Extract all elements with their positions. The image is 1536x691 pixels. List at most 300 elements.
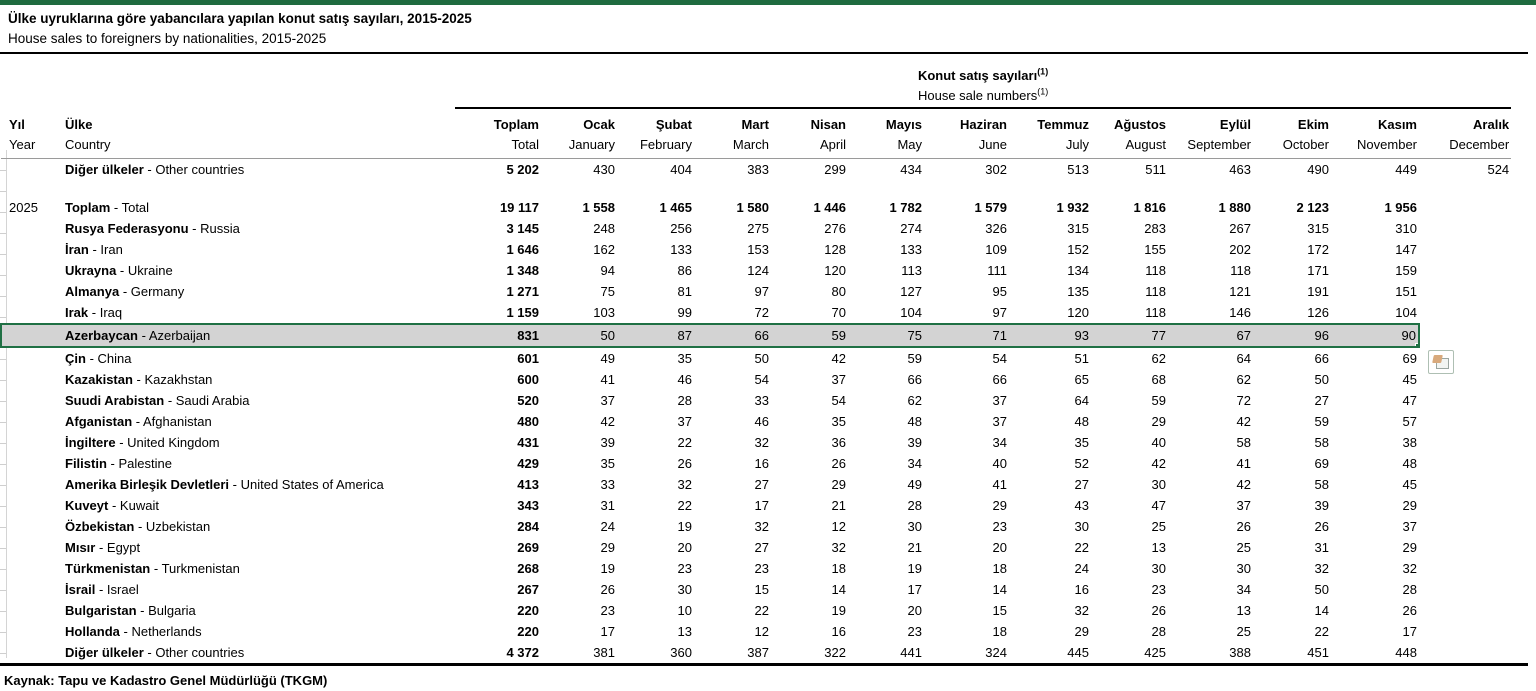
cell-may[interactable]: 62 (907, 393, 922, 408)
cell-march[interactable]: 23 (754, 561, 769, 576)
cell-october[interactable]: 451 (1307, 645, 1329, 660)
cell-total[interactable]: 413 (517, 477, 539, 492)
cell-december[interactable] (1419, 453, 1511, 474)
cell-august[interactable]: 118 (1145, 305, 1166, 320)
cell-september[interactable]: 121 (1229, 284, 1251, 299)
cell-february[interactable]: 22 (677, 498, 692, 513)
cell-november[interactable]: 45 (1402, 372, 1417, 387)
cell-november[interactable]: 90 (1331, 324, 1419, 347)
cell-october[interactable]: 58 (1314, 435, 1329, 450)
cell-october[interactable]: 2 123 (1296, 200, 1329, 215)
col-header-april[interactable]: Nisan April (771, 108, 848, 159)
cell-september[interactable]: 34 (1236, 582, 1251, 597)
cell-country[interactable]: Filistin - Palestine (65, 456, 172, 471)
cell-total[interactable]: 269 (517, 540, 539, 555)
group-header-cell[interactable] (455, 54, 1511, 108)
cell-september[interactable]: 13 (1236, 603, 1251, 618)
cell-august[interactable]: 30 (1151, 561, 1166, 576)
cell-august[interactable]: 47 (1151, 498, 1166, 513)
cell-january[interactable]: 41 (600, 372, 615, 387)
cell-december[interactable] (1419, 281, 1511, 302)
cell-july[interactable]: 135 (1067, 284, 1089, 299)
cell-november[interactable]: 26 (1402, 603, 1417, 618)
col-header-february[interactable]: Şubat February (617, 108, 694, 159)
cell-december[interactable] (1419, 600, 1511, 621)
cell-september[interactable]: 37 (1236, 498, 1251, 513)
cell-total[interactable]: 19 117 (499, 200, 539, 215)
cell-august[interactable]: 283 (1144, 221, 1166, 236)
cell-may[interactable]: 113 (901, 263, 922, 278)
cell-total[interactable]: 601 (517, 351, 539, 366)
cell-november[interactable]: 1 956 (1384, 200, 1417, 215)
cell-december[interactable] (1419, 302, 1511, 324)
cell-march[interactable]: 1 580 (736, 200, 769, 215)
col-header-september[interactable]: Eylül September (1168, 108, 1253, 159)
cell-year[interactable] (1, 369, 57, 390)
cell-october[interactable]: 171 (1307, 263, 1329, 278)
cell-september[interactable]: 58 (1236, 435, 1251, 450)
cell-october[interactable]: 69 (1314, 456, 1329, 471)
cell-july[interactable]: 29 (1074, 624, 1089, 639)
cell-january[interactable]: 17 (600, 624, 615, 639)
cell-december[interactable] (1419, 474, 1511, 495)
cell-january[interactable]: 26 (600, 582, 615, 597)
cell-total[interactable]: 267 (517, 582, 539, 597)
cell-country[interactable]: Afganistan - Afghanistan (65, 414, 212, 429)
cell-may[interactable]: 23 (907, 624, 922, 639)
cell-july[interactable]: 43 (1074, 498, 1089, 513)
cell-february[interactable]: 133 (670, 242, 692, 257)
cell-january[interactable]: 39 (600, 435, 615, 450)
cell-october[interactable]: 66 (1314, 351, 1329, 366)
cell-july[interactable]: 134 (1067, 263, 1089, 278)
cell-country[interactable]: İran - Iran (65, 242, 123, 257)
cell-june[interactable]: 97 (992, 305, 1007, 320)
cell-august[interactable]: 40 (1151, 435, 1166, 450)
cell-june[interactable]: 37 (992, 414, 1007, 429)
cell-year[interactable] (1, 495, 57, 516)
cell-country[interactable]: Türkmenistan - Turkmenistan (65, 561, 240, 576)
col-header-march[interactable]: Mart March (694, 108, 771, 159)
cell-march[interactable]: 27 (754, 540, 769, 555)
cell-november[interactable]: 32 (1402, 561, 1417, 576)
cell-june[interactable]: 34 (992, 435, 1007, 450)
cell-march[interactable]: 33 (754, 393, 769, 408)
cell-february[interactable]: 28 (677, 393, 692, 408)
cell-september[interactable]: 463 (1229, 162, 1251, 177)
cell-september[interactable]: 25 (1236, 540, 1251, 555)
cell-january[interactable]: 33 (600, 477, 615, 492)
cell-may[interactable]: 66 (907, 372, 922, 387)
cell-december[interactable] (1419, 239, 1511, 260)
cell-year[interactable] (1, 411, 57, 432)
cell-june[interactable]: 302 (985, 162, 1007, 177)
cell-march[interactable]: 387 (747, 645, 769, 660)
cell-june[interactable]: 95 (992, 284, 1007, 299)
cell-june[interactable]: 71 (924, 324, 1009, 347)
cell-country[interactable]: Diğer ülkeler - Other countries (65, 162, 245, 177)
cell-april[interactable]: 322 (824, 645, 846, 660)
cell-december[interactable] (1419, 516, 1511, 537)
col-header-may[interactable]: Mayıs May (848, 108, 924, 159)
cell-december[interactable] (1419, 197, 1511, 218)
cell-march[interactable]: 275 (747, 221, 769, 236)
cell-november[interactable]: 104 (1395, 305, 1417, 320)
cell-april[interactable]: 128 (824, 242, 846, 257)
cell-july[interactable]: 27 (1074, 477, 1089, 492)
cell-country[interactable]: Almanya - Germany (65, 284, 185, 299)
cell-march[interactable]: 66 (694, 324, 771, 347)
cell-total[interactable]: 220 (517, 603, 539, 618)
cell-november[interactable]: 48 (1402, 456, 1417, 471)
cell-february[interactable]: 32 (677, 477, 692, 492)
cell-april[interactable]: 54 (831, 393, 846, 408)
cell-july[interactable]: 315 (1067, 221, 1089, 236)
cell-february[interactable]: 46 (677, 372, 692, 387)
cell-february[interactable]: 1 465 (659, 200, 692, 215)
cell-november[interactable]: 29 (1402, 498, 1417, 513)
cell-august[interactable]: 25 (1151, 519, 1166, 534)
cell-november[interactable]: 28 (1402, 582, 1417, 597)
cell-february[interactable]: 35 (677, 351, 692, 366)
cell-june[interactable]: 326 (985, 221, 1007, 236)
cell-march[interactable]: 27 (754, 477, 769, 492)
cell-october[interactable]: 126 (1307, 305, 1329, 320)
cell-august[interactable]: 13 (1151, 540, 1166, 555)
cell-april[interactable]: 14 (831, 582, 846, 597)
cell-august[interactable]: 155 (1144, 242, 1166, 257)
cell-april[interactable]: 18 (831, 561, 846, 576)
cell-april[interactable]: 276 (824, 221, 846, 236)
cell-june[interactable]: 66 (992, 372, 1007, 387)
cell-september[interactable]: 67 (1168, 324, 1253, 347)
cell-july[interactable]: 22 (1074, 540, 1089, 555)
cell-year[interactable] (1, 474, 57, 495)
col-header-june[interactable]: Haziran June (924, 108, 1009, 159)
cell-september[interactable]: 118 (1230, 263, 1251, 278)
cell-may[interactable]: 434 (900, 162, 922, 177)
cell-march[interactable]: 153 (747, 242, 769, 257)
cell-july[interactable]: 32 (1074, 603, 1089, 618)
cell-february[interactable]: 37 (677, 414, 692, 429)
cell-december[interactable] (1419, 324, 1511, 347)
cell-september[interactable]: 26 (1236, 519, 1251, 534)
cell-november[interactable]: 159 (1395, 263, 1417, 278)
cell-june[interactable]: 111 (987, 263, 1007, 278)
cell-october[interactable]: 315 (1307, 221, 1329, 236)
cell-total[interactable]: 3 145 (506, 221, 539, 236)
cell-september[interactable]: 62 (1236, 372, 1251, 387)
cell-total[interactable]: 1 159 (506, 305, 539, 320)
cell-april[interactable]: 70 (831, 305, 846, 320)
cell-january[interactable]: 42 (600, 414, 615, 429)
cell-june[interactable]: 29 (992, 498, 1007, 513)
cell-country[interactable]: İsrail - Israel (65, 582, 139, 597)
cell-year[interactable] (1, 239, 57, 260)
cell-september[interactable]: 388 (1229, 645, 1251, 660)
cell-april[interactable]: 1 446 (813, 200, 846, 215)
cell-year[interactable] (1, 516, 57, 537)
cell-october[interactable]: 490 (1307, 162, 1329, 177)
cell-january[interactable]: 24 (600, 519, 615, 534)
cell-july[interactable]: 120 (1067, 305, 1089, 320)
cell-year[interactable] (1, 324, 57, 347)
cell-october[interactable]: 14 (1314, 603, 1329, 618)
cell-may[interactable]: 21 (907, 540, 922, 555)
cell-february[interactable]: 23 (677, 561, 692, 576)
cell-september[interactable]: 30 (1236, 561, 1251, 576)
cell-country[interactable]: Suudi Arabistan - Saudi Arabia (65, 393, 250, 408)
cell-july[interactable]: 152 (1067, 242, 1089, 257)
cell-august[interactable]: 425 (1144, 645, 1166, 660)
cell-august[interactable]: 26 (1151, 603, 1166, 618)
cell-october[interactable]: 32 (1314, 561, 1329, 576)
cell-august[interactable]: 42 (1151, 456, 1166, 471)
cell-june[interactable]: 37 (992, 393, 1007, 408)
cell-total[interactable]: 284 (517, 519, 539, 534)
cell-january[interactable]: 49 (600, 351, 615, 366)
cell-august[interactable]: 1 816 (1133, 200, 1166, 215)
cell-september[interactable]: 64 (1236, 351, 1251, 366)
cell-june[interactable]: 40 (992, 456, 1007, 471)
cell-january[interactable]: 29 (600, 540, 615, 555)
cell-july[interactable]: 35 (1074, 435, 1089, 450)
cell-may[interactable]: 59 (907, 351, 922, 366)
cell-year[interactable] (1, 432, 57, 453)
cell-december[interactable] (1419, 621, 1511, 642)
cell-year[interactable] (1, 537, 57, 558)
cell-july[interactable]: 1 932 (1056, 200, 1089, 215)
cell-april[interactable]: 120 (824, 263, 846, 278)
cell-may[interactable]: 28 (907, 498, 922, 513)
cell-december[interactable] (1419, 432, 1511, 453)
cell-december[interactable]: 524 (1487, 162, 1510, 177)
cell-total[interactable]: 268 (517, 561, 539, 576)
cell-april[interactable]: 26 (831, 456, 846, 471)
cell-october[interactable]: 31 (1314, 540, 1329, 555)
cell-october[interactable]: 22 (1314, 624, 1329, 639)
cell-april[interactable]: 59 (771, 324, 848, 347)
cell-july[interactable]: 65 (1074, 372, 1089, 387)
cell-july[interactable]: 51 (1074, 351, 1089, 366)
cell-august[interactable]: 118 (1145, 263, 1166, 278)
cell-country[interactable]: Kazakistan - Kazakhstan (65, 372, 213, 387)
col-header-july[interactable]: Temmuz July (1009, 108, 1091, 159)
cell-july[interactable]: 445 (1067, 645, 1089, 660)
cell-may[interactable]: 48 (907, 414, 922, 429)
cell-may[interactable]: 75 (848, 324, 924, 347)
cell-june[interactable]: 15 (992, 603, 1007, 618)
cell-total[interactable]: 4 372 (506, 645, 539, 660)
cell-january[interactable]: 248 (593, 221, 615, 236)
cell-january[interactable]: 430 (593, 162, 615, 177)
cell-june[interactable]: 18 (992, 624, 1007, 639)
cell-march[interactable]: 54 (754, 372, 769, 387)
cell-year[interactable] (1, 218, 57, 239)
paste-options-icon[interactable] (1428, 350, 1454, 374)
cell-april[interactable]: 21 (831, 498, 846, 513)
cell-october[interactable]: 26 (1314, 519, 1329, 534)
cell-may[interactable]: 441 (900, 645, 922, 660)
cell-january[interactable]: 162 (593, 242, 615, 257)
cell-october[interactable]: 191 (1307, 284, 1329, 299)
cell-march[interactable]: 383 (747, 162, 769, 177)
cell-march[interactable]: 16 (754, 456, 769, 471)
cell-october[interactable]: 50 (1314, 582, 1329, 597)
cell-october[interactable]: 96 (1253, 324, 1331, 347)
col-header-october[interactable]: Ekim October (1253, 108, 1331, 159)
cell-country[interactable]: Ukrayna - Ukraine (65, 263, 173, 278)
cell-september[interactable]: 25 (1236, 624, 1251, 639)
col-header-december[interactable]: Aralık December (1419, 108, 1511, 159)
cell-november[interactable]: 57 (1402, 414, 1417, 429)
cell-july[interactable]: 24 (1074, 561, 1089, 576)
cell-march[interactable]: 97 (754, 284, 769, 299)
cell-october[interactable]: 59 (1314, 414, 1329, 429)
cell-july[interactable]: 16 (1074, 582, 1089, 597)
cell-march[interactable]: 72 (754, 305, 769, 320)
cell-november[interactable]: 47 (1402, 393, 1417, 408)
cell-year[interactable] (1, 159, 57, 181)
cell-country[interactable]: Irak - Iraq (65, 305, 123, 320)
cell-march[interactable]: 46 (754, 414, 769, 429)
cell-year[interactable] (1, 390, 57, 411)
cell-april[interactable]: 12 (831, 519, 846, 534)
cell-november[interactable]: 38 (1402, 435, 1417, 450)
cell-country[interactable]: İngiltere - United Kingdom (65, 435, 220, 450)
cell-september[interactable]: 72 (1236, 393, 1251, 408)
cell-december[interactable] (1419, 579, 1511, 600)
cell-november[interactable]: 449 (1395, 162, 1417, 177)
cell-total[interactable]: 220 (517, 624, 539, 639)
cell-december[interactable] (1419, 390, 1511, 411)
cell-november[interactable]: 17 (1402, 624, 1417, 639)
cell-may[interactable]: 19 (907, 561, 922, 576)
cell-february[interactable]: 86 (677, 263, 692, 278)
cell-july[interactable]: 64 (1074, 393, 1089, 408)
cell-may[interactable]: 127 (900, 284, 922, 299)
cell-june[interactable]: 1 579 (974, 200, 1007, 215)
cell-january[interactable]: 37 (600, 393, 615, 408)
cell-january[interactable]: 50 (541, 324, 617, 347)
col-header-year[interactable]: Yıl Year (1, 108, 57, 159)
cell-june[interactable]: 20 (992, 540, 1007, 555)
cell-november[interactable]: 151 (1395, 284, 1417, 299)
cell-december[interactable] (1419, 411, 1511, 432)
cell-september[interactable]: 42 (1236, 477, 1251, 492)
cell-country[interactable]: Bulgaristan - Bulgaria (65, 603, 196, 618)
cell-june[interactable]: 23 (992, 519, 1007, 534)
cell-october[interactable]: 50 (1314, 372, 1329, 387)
cell-total[interactable]: 1 646 (506, 242, 539, 257)
cell-country[interactable]: Mısır - Egypt (65, 540, 141, 555)
cell-year[interactable] (1, 621, 57, 642)
cell-november[interactable]: 29 (1402, 540, 1417, 555)
cell-november[interactable]: 448 (1395, 645, 1417, 660)
cell-january[interactable]: 19 (600, 561, 615, 576)
cell-april[interactable]: 36 (831, 435, 846, 450)
cell-january[interactable]: 103 (593, 305, 615, 320)
cell-total[interactable]: 480 (517, 414, 539, 429)
cell-august[interactable]: 59 (1151, 393, 1166, 408)
cell-february[interactable]: 20 (677, 540, 692, 555)
cell-country[interactable]: Azerbaycan - Azerbaijan (57, 324, 455, 347)
cell-november[interactable]: 69 (1402, 351, 1417, 366)
cell-total[interactable]: 831 (455, 324, 541, 347)
cell-year[interactable] (1, 600, 57, 621)
cell-august[interactable]: 68 (1151, 372, 1166, 387)
cell-september[interactable]: 202 (1229, 242, 1251, 257)
cell-march[interactable]: 32 (754, 519, 769, 534)
cell-march[interactable]: 22 (754, 603, 769, 618)
col-header-total[interactable]: Toplam Total (455, 108, 541, 159)
cell-february[interactable]: 256 (670, 221, 692, 236)
cell-may[interactable]: 1 782 (889, 200, 922, 215)
cell-total[interactable]: 520 (517, 393, 539, 408)
cell-january[interactable]: 75 (600, 284, 615, 299)
cell-june[interactable]: 324 (985, 645, 1007, 660)
cell-year[interactable] (1, 642, 57, 663)
cell-january[interactable]: 94 (600, 263, 615, 278)
cell-august[interactable]: 77 (1091, 324, 1168, 347)
cell-march[interactable]: 15 (754, 582, 769, 597)
cell-april[interactable]: 29 (831, 477, 846, 492)
cell-february[interactable]: 404 (670, 162, 692, 177)
cell-february[interactable]: 26 (677, 456, 692, 471)
cell-may[interactable]: 30 (907, 519, 922, 534)
cell-september[interactable]: 267 (1229, 221, 1251, 236)
cell-april[interactable]: 19 (831, 603, 846, 618)
cell-april[interactable]: 35 (831, 414, 846, 429)
col-header-november[interactable]: Kasım November (1331, 108, 1419, 159)
cell-country[interactable]: Özbekistan - Uzbekistan (65, 519, 211, 534)
col-header-country[interactable]: Ülke Country (57, 108, 455, 159)
cell-june[interactable]: 14 (992, 582, 1007, 597)
cell-year[interactable] (1, 579, 57, 600)
cell-december[interactable] (1419, 558, 1511, 579)
cell-march[interactable]: 124 (747, 263, 769, 278)
cell-may[interactable]: 274 (900, 221, 922, 236)
cell-september[interactable]: 41 (1236, 456, 1251, 471)
cell-country[interactable]: Hollanda - Netherlands (65, 624, 202, 639)
cell-total[interactable]: 343 (517, 498, 539, 513)
cell-year[interactable]: 2025 (9, 200, 38, 215)
cell-november[interactable]: 310 (1395, 221, 1417, 236)
cell-november[interactable]: 45 (1402, 477, 1417, 492)
cell-country[interactable]: Kuveyt - Kuwait (65, 498, 159, 513)
cell-march[interactable]: 12 (754, 624, 769, 639)
cell-october[interactable]: 27 (1314, 393, 1329, 408)
cell-september[interactable]: 42 (1236, 414, 1251, 429)
cell-country[interactable]: Toplam - Total (65, 200, 150, 215)
cell-may[interactable]: 133 (900, 242, 922, 257)
cell-march[interactable]: 32 (754, 435, 769, 450)
cell-february[interactable]: 10 (677, 603, 692, 618)
cell-may[interactable]: 39 (907, 435, 922, 450)
cell-may[interactable]: 104 (900, 305, 922, 320)
cell-february[interactable]: 99 (677, 305, 692, 320)
cell-august[interactable]: 118 (1145, 284, 1166, 299)
col-header-january[interactable]: Ocak January (541, 108, 617, 159)
cell-march[interactable]: 50 (754, 351, 769, 366)
cell-january[interactable]: 1 558 (582, 200, 615, 215)
cell-total[interactable]: 1 271 (506, 284, 539, 299)
cell-february[interactable]: 30 (677, 582, 692, 597)
cell-june[interactable]: 41 (992, 477, 1007, 492)
cell-january[interactable]: 23 (600, 603, 615, 618)
cell-february[interactable]: 81 (677, 284, 692, 299)
cell-december[interactable] (1419, 495, 1511, 516)
